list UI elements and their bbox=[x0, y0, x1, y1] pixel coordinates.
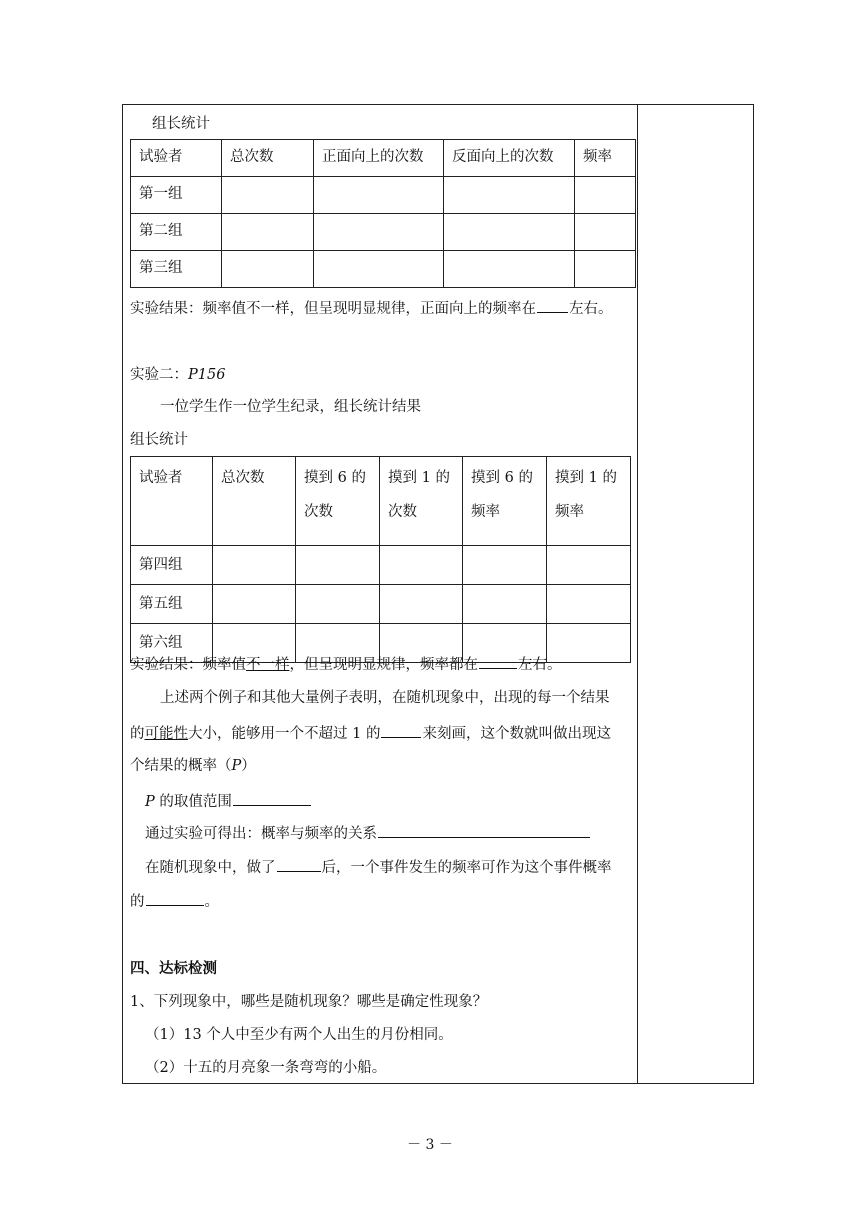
header-cell-text: 摸到 1 的 bbox=[388, 470, 450, 486]
blank-number bbox=[381, 722, 421, 738]
row-label-cell: 第四组 bbox=[131, 546, 213, 585]
empty-cell bbox=[463, 546, 547, 585]
empty-cell bbox=[314, 251, 444, 288]
blank-coin-frequency bbox=[537, 297, 568, 313]
para-line1: 上述两个例子和其他大量例子表明，在随机现象中，出现的每一个结果 bbox=[160, 690, 610, 706]
empty-cell bbox=[380, 546, 463, 585]
header-cell-text: 摸到 6 的 bbox=[471, 470, 533, 486]
header-cell-text: 频率 bbox=[471, 504, 500, 520]
header-cell bbox=[314, 140, 444, 177]
empty-cell bbox=[314, 214, 444, 251]
header-cell-text: 摸到 1 的 bbox=[555, 470, 617, 486]
empty-cell bbox=[222, 251, 314, 288]
table-row bbox=[131, 546, 631, 585]
empty-cell bbox=[314, 177, 444, 214]
section4-title: 四、达标检测 bbox=[130, 960, 217, 977]
empty-cell bbox=[547, 546, 631, 585]
table-coin-experiment bbox=[130, 139, 636, 288]
header-cell-text: 反面向上的次数 bbox=[452, 149, 554, 165]
table-row bbox=[131, 214, 636, 251]
header-cell bbox=[131, 457, 213, 546]
header-cell-text: 次数 bbox=[388, 504, 417, 520]
blank-value bbox=[146, 890, 204, 906]
exp2-description: 一位学生作一位学生纪录，组长统计结果 bbox=[160, 399, 421, 415]
para-line2: 的可能性大小，能够用一个不超过 1 的 来刻画，这个数就叫做出现这 bbox=[130, 722, 611, 744]
para-line3: 个结果的概率（P） bbox=[130, 758, 256, 774]
empty-cell bbox=[380, 585, 463, 624]
header-cell bbox=[222, 140, 314, 177]
row-label-cell: 第六组 bbox=[131, 624, 213, 663]
table-row bbox=[131, 251, 636, 288]
question-1-item-1: （1）13 个人中至少有两个人出生的月份相同。 bbox=[145, 1027, 453, 1043]
column-divider bbox=[637, 104, 638, 1084]
table-dice-experiment bbox=[130, 456, 631, 663]
relation-line: 通过实验可得出：概率与频率的关系 bbox=[145, 822, 591, 844]
page-number: － 3 － bbox=[407, 1137, 453, 1153]
row-label-cell: 第二组 bbox=[131, 214, 222, 251]
header-cell-text: 摸到 6 的 bbox=[304, 470, 366, 486]
row-label-cell: 第一组 bbox=[131, 177, 222, 214]
empty-cell bbox=[547, 585, 631, 624]
empty-cell bbox=[222, 177, 314, 214]
header-cell bbox=[296, 457, 380, 546]
header-cell-text: 总次数 bbox=[230, 149, 274, 165]
header-cell-text: 正面向上的次数 bbox=[322, 149, 424, 165]
header-cell-text: 频率 bbox=[555, 504, 584, 520]
header-cell-text: 次数 bbox=[304, 504, 333, 520]
header-cell bbox=[213, 457, 296, 546]
empty-cell bbox=[213, 585, 296, 624]
empty-cell bbox=[296, 546, 380, 585]
question-1: 1、下列现象中，哪些是随机现象？哪些是确定性现象？ bbox=[130, 994, 488, 1010]
empty-cell bbox=[444, 177, 575, 214]
header-cell-text: 频率 bbox=[583, 149, 612, 165]
result2-text: 实验结果：频率值不一样，但呈现明显规律，频率都在 左右。 bbox=[130, 653, 562, 675]
blank-range bbox=[233, 790, 311, 806]
empty-cell bbox=[444, 214, 575, 251]
empty-cell bbox=[213, 546, 296, 585]
header-cell bbox=[463, 457, 547, 546]
table-header-row bbox=[131, 140, 636, 177]
question-1-item-2: （2）十五的月亮象一条弯弯的小船。 bbox=[145, 1060, 387, 1076]
header-cell-text: 试验者 bbox=[139, 470, 183, 486]
header-cell bbox=[444, 140, 575, 177]
table-row bbox=[131, 585, 631, 624]
blank-trials bbox=[277, 856, 321, 872]
blank-dice-frequency bbox=[479, 653, 517, 669]
empty-cell bbox=[444, 251, 575, 288]
empty-cell bbox=[575, 251, 636, 288]
table2-caption: 组长统计 bbox=[130, 432, 188, 448]
exp2-heading: 实验二：P156 bbox=[130, 367, 226, 383]
header-cell bbox=[547, 457, 631, 546]
range-line: P 的取值范围 bbox=[145, 790, 312, 812]
table1-caption: 组长统计 bbox=[152, 116, 210, 132]
blank-relation bbox=[378, 822, 590, 838]
conclusion-line2: 的 。 bbox=[130, 890, 219, 912]
empty-cell bbox=[296, 585, 380, 624]
header-cell bbox=[575, 140, 636, 177]
row-label-cell: 第三组 bbox=[131, 251, 222, 288]
header-cell-text: 试验者 bbox=[139, 149, 183, 165]
empty-cell bbox=[463, 585, 547, 624]
conclusion-line1: 在随机现象中，做了 后，一个事件发生的频率可作为这个事件概率 bbox=[145, 856, 612, 878]
row-label-cell: 第五组 bbox=[131, 585, 213, 624]
table-row bbox=[131, 177, 636, 214]
header-cell bbox=[380, 457, 463, 546]
header-cell bbox=[131, 140, 222, 177]
empty-cell bbox=[222, 214, 314, 251]
result1-text: 实验结果：频率值不一样，但呈现明显规律，正面向上的频率在 左右。 bbox=[130, 297, 613, 319]
empty-cell bbox=[575, 214, 636, 251]
table-header-row bbox=[131, 457, 631, 546]
header-cell-text: 总次数 bbox=[221, 470, 265, 486]
empty-cell bbox=[575, 177, 636, 214]
